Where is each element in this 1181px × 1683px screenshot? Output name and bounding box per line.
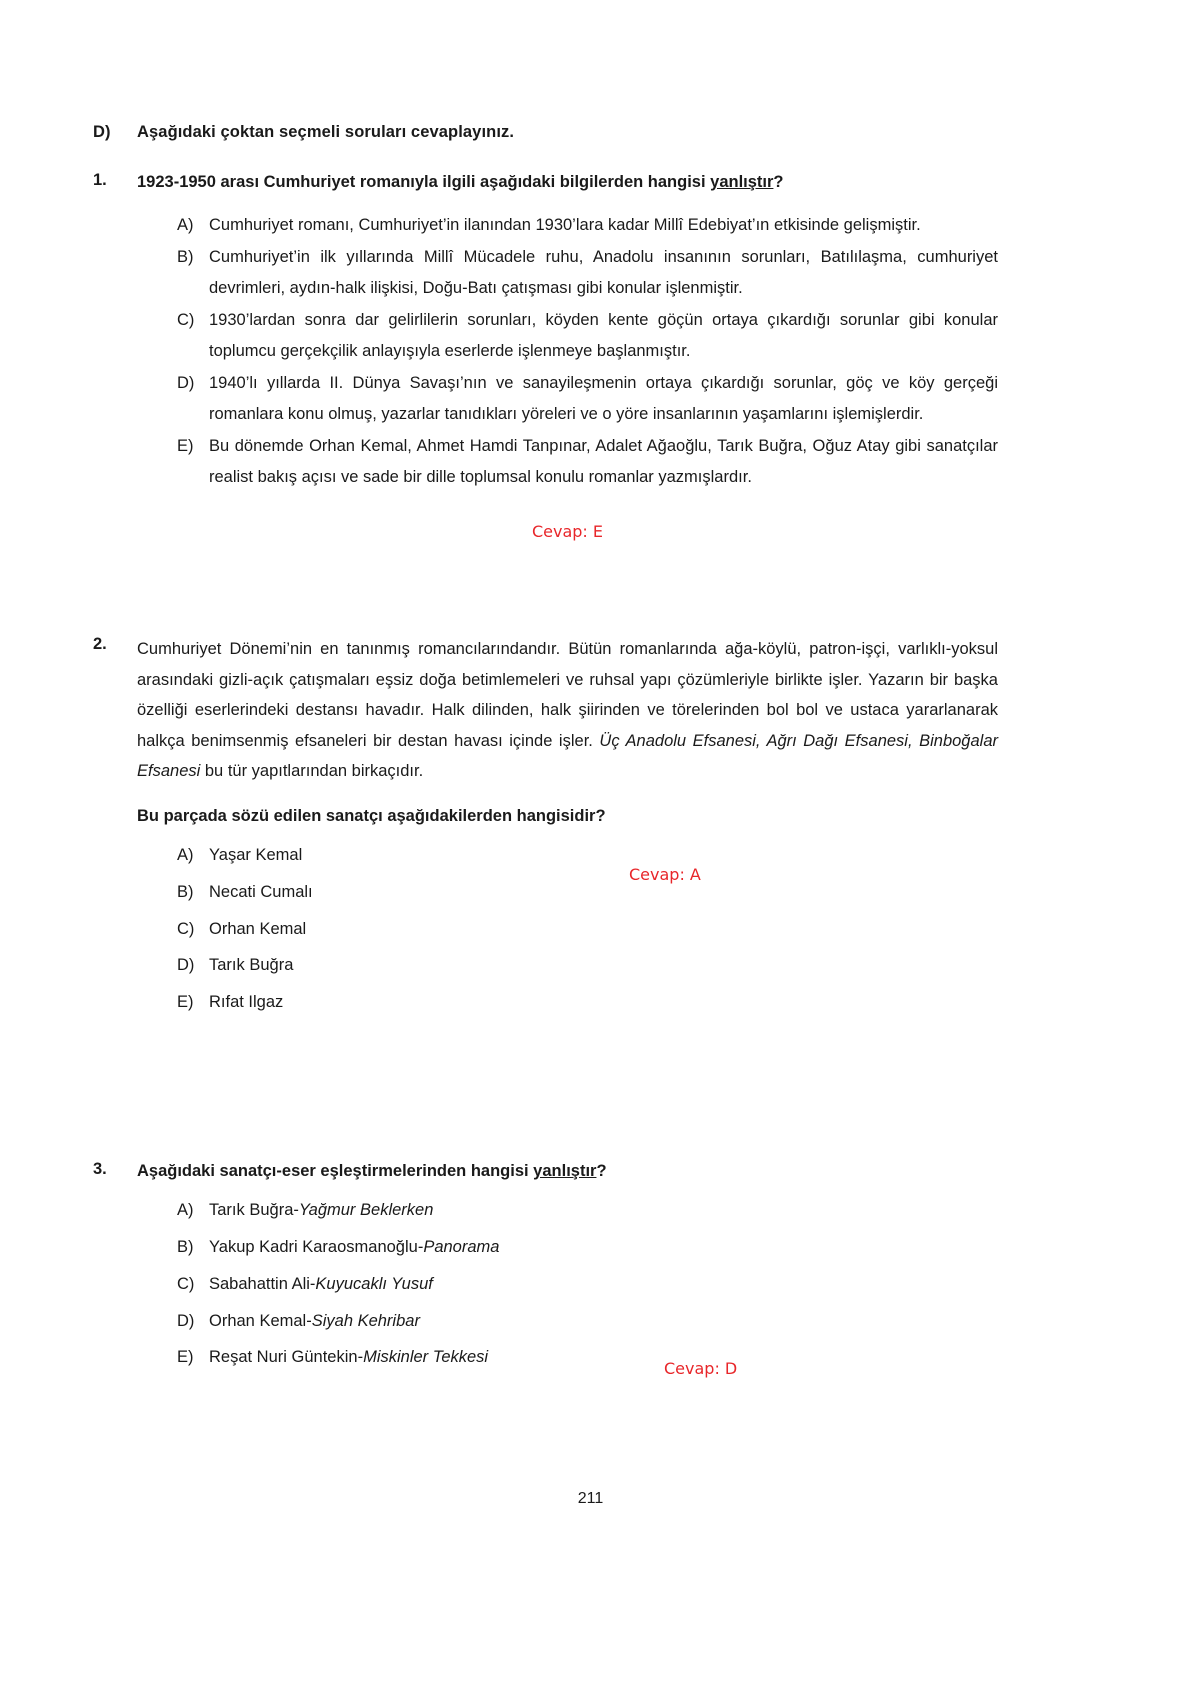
option-item[interactable] — [177, 880, 998, 905]
option-item[interactable] — [177, 1309, 998, 1334]
question-3-stem — [137, 1159, 998, 1185]
option-letter: D) — [177, 1311, 195, 1330]
answer-badge: Cevap: E — [531, 522, 604, 542]
page-content — [93, 123, 998, 1382]
question-1-answer-row — [137, 522, 998, 542]
option-letter: E) — [177, 1348, 194, 1367]
option-text — [209, 1272, 998, 1297]
option-text: Cumhuriyet’in ilk yıllarında Millî Mücadele ruhu, Anadolu insanının sorunları, Batılılaşma, cumhuriyet devrimleri, aydın-halk ilişkisi, Doğu-Batı çatışması gibi konular işlenmiştir. — [209, 248, 998, 297]
option-letter: A) — [177, 1201, 194, 1220]
option-item[interactable] — [177, 1235, 998, 1260]
option-letter: D) — [177, 956, 195, 975]
option-text: Rıfat Ilgaz — [209, 993, 284, 1012]
option-item[interactable] — [177, 1272, 998, 1297]
option-text: Necati Cumalı — [209, 882, 313, 901]
option-item[interactable] — [177, 210, 998, 241]
option-letter: C) — [177, 1274, 195, 1293]
option-author: Reşat Nuri Güntekin — [209, 1348, 358, 1367]
question-2-body — [137, 634, 998, 1027]
option-item[interactable] — [177, 305, 998, 366]
option-text: 1940’lı yıllarda II. Dünya Savaşı’nın ve sanayileşmenin ortaya çıkardığı sorunlar, göç ve köy gerçeği romanlara konu olmuş, yazarlar tanıdıkları yöreleri ve o yöre insanlarının yaşamlarını işlemişlerdir. — [209, 374, 998, 423]
question-1-stem-underlined: yanlıştır — [710, 173, 774, 191]
question-3 — [93, 1159, 998, 1382]
option-work-title: Yağmur Beklerken — [298, 1201, 434, 1220]
option-item[interactable] — [177, 990, 998, 1015]
option-author: Sabahattin Ali — [209, 1274, 310, 1293]
page-number: 211 — [577, 1490, 604, 1507]
option-letter: C) — [177, 311, 195, 330]
option-letter: A) — [177, 846, 194, 865]
question-3-number: 3. — [93, 1159, 107, 1178]
question-2-options — [137, 843, 998, 1015]
option-item[interactable] — [177, 843, 998, 868]
option-item[interactable] — [177, 431, 998, 492]
option-separator: - — [357, 1348, 364, 1367]
option-item[interactable] — [177, 368, 998, 429]
option-letter: C) — [177, 919, 195, 938]
option-author: Orhan Kemal — [209, 1311, 307, 1330]
option-letter: D) — [177, 374, 195, 393]
question-3-body — [137, 1159, 998, 1382]
question-1 — [93, 170, 998, 542]
option-work-title: Miskinler Tekkesi — [363, 1348, 489, 1367]
passage-part-1: Cumhuriyet Dönemi’nin en tanınmış romancılarındandır. Bütün romanlarında ağa-köylü, patron-işçi, varlıklı-yoksul arasındaki gizli-açık çatışmaları eşsiz doğa betimlemeleri ve ruhsal yapı çözümleriyle birlikte işler. Yazarın bir başka özelliği eserlerindeki destansı havadır. Halk dilinden, halk şiirinden ve törelerinden bol bol ve ustaca yararlanarak halkça benimsenmiş efsaneleri bir destan havası içinde işler. — [137, 640, 998, 750]
passage-part-2: bu tür yapıtlarından birkaçıdır. — [200, 762, 424, 781]
option-item[interactable] — [177, 953, 998, 978]
option-text — [209, 1309, 998, 1334]
option-separator: - — [306, 1311, 312, 1330]
option-text: Orhan Kemal — [209, 919, 307, 938]
answer-badge: Cevap: D — [664, 1359, 738, 1379]
option-text — [209, 1198, 998, 1223]
section-title: Aşağıdaki çoktan seçmeli soruları cevaplayınız. — [137, 123, 515, 141]
option-separator: - — [293, 1201, 299, 1220]
option-item[interactable] — [177, 917, 998, 942]
question-1-stem-before: 1923-1950 arası Cumhuriyet romanıyla ilgili aşağıdaki bilgilerden hangisi — [137, 173, 711, 191]
question-1-stem-after: ? — [773, 173, 784, 191]
option-letter: A) — [177, 215, 194, 234]
option-separator: - — [309, 1274, 316, 1293]
option-item[interactable] — [177, 242, 998, 303]
question-1-stem — [137, 170, 998, 196]
spacer — [93, 1027, 998, 1159]
option-separator: - — [417, 1238, 424, 1257]
question-2-number: 2. — [93, 635, 107, 654]
option-item[interactable] — [177, 1198, 998, 1223]
option-work-title: Panorama — [423, 1238, 500, 1257]
option-item[interactable] — [177, 1345, 998, 1370]
option-text — [209, 1235, 998, 1260]
section-heading — [93, 123, 998, 142]
option-author: Tarık Buğra — [209, 1201, 294, 1220]
spacer — [93, 542, 998, 634]
option-text: Cumhuriyet romanı, Cumhuriyet’in ilanından 1930’lara kadar Millî Edebiyat’ın etkisinde gelişmiştir. — [209, 215, 921, 234]
question-3-stem-underlined: yanlıştır — [533, 1161, 597, 1180]
option-author: Yakup Kadri Karaosmanoğlu — [209, 1238, 418, 1257]
answer-badge: Cevap: A — [629, 865, 701, 885]
option-letter: E) — [177, 993, 194, 1012]
option-letter: B) — [177, 248, 194, 267]
question-1-number: 1. — [93, 171, 107, 189]
question-1-options — [137, 210, 998, 493]
question-3-stem-after: ? — [596, 1161, 607, 1180]
question-3-stem-before: Aşağıdaki sanatçı-eser eşleştirmelerinden hangisi — [137, 1161, 534, 1180]
option-letter: B) — [177, 882, 194, 901]
option-letter: E) — [177, 437, 194, 456]
option-text: Tarık Buğra — [209, 956, 294, 975]
question-2-ask: Bu parçada sözü edilen sanatçı aşağıdakilerden hangisidir? — [137, 806, 606, 825]
passage-works-italic: Üç Anadolu Efsanesi, Ağrı Dağı Efsanesi, Binboğalar Efsanesi — [137, 731, 998, 781]
option-letter: B) — [177, 1238, 194, 1257]
option-work-title: Siyah Kehribar — [311, 1311, 420, 1330]
option-text: Bu dönemde Orhan Kemal, Ahmet Hamdi Tanpınar, Adalet Ağaoğlu, Tarık Buğra, Oğuz Atay gibi sanatçılar realist bakış açısı ve sade bir dille toplumsal konulu romanlar yazmışlardır. — [209, 437, 998, 486]
question-1-body — [137, 170, 998, 542]
question-3-options — [137, 1198, 998, 1370]
option-work-title: Kuyucaklı Yusuf — [315, 1274, 433, 1293]
option-text — [209, 1345, 998, 1370]
question-2 — [93, 634, 998, 1027]
section-marker: D) — [93, 123, 111, 141]
option-text: Yaşar Kemal — [209, 846, 303, 865]
question-2-passage — [137, 634, 998, 787]
option-text: 1930’lardan sonra dar gelirlilerin sorunları, köyden kente göçün ortaya çıkardığı sorunlar gibi konular toplumcu gerçekçilik anlayışıyla eserlerde işlenmeye başlanmıştır. — [209, 311, 998, 360]
